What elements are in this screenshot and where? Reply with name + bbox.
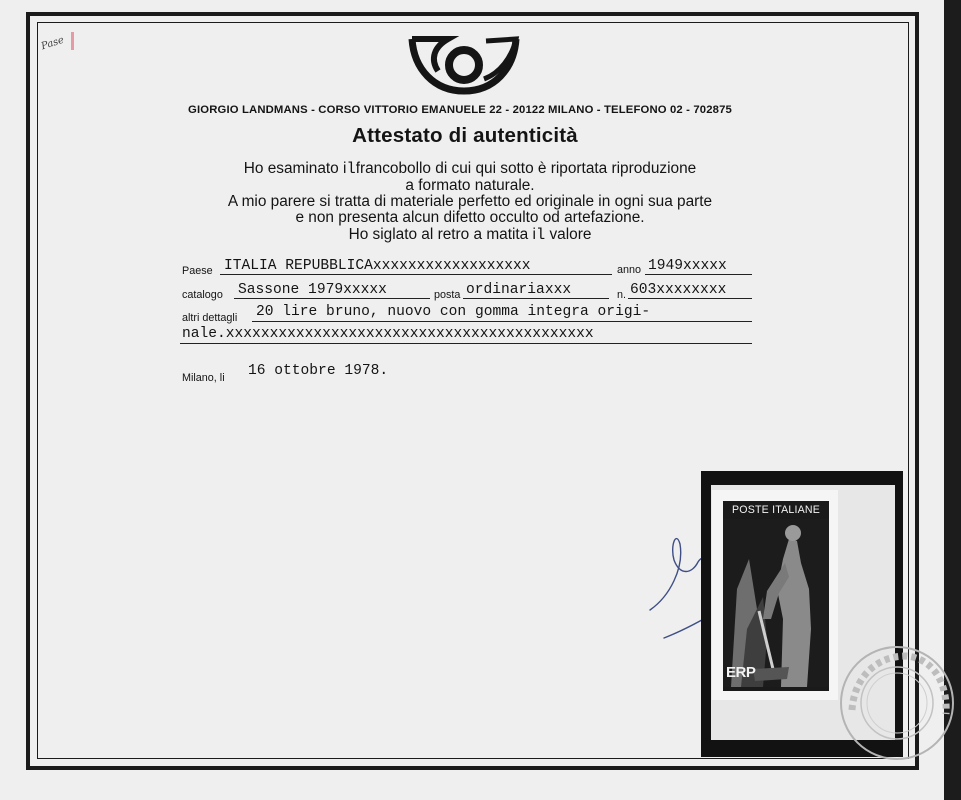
- altri-underline-2: [180, 343, 752, 344]
- altri-dettagli-value-1: 20 lire bruno, nuovo con gomma integra origi-: [256, 304, 651, 320]
- anno-underline: [645, 274, 752, 275]
- posta-underline: [463, 298, 609, 299]
- body-line-3: A mio parere si tratta di materiale perfetto ed originale in ogni sua parte: [227, 193, 713, 210]
- altri-dettagli-label: altri dettagli: [182, 312, 238, 324]
- paese-label: Paese: [182, 265, 213, 277]
- date-label: Milano, li: [182, 372, 225, 384]
- n-underline: [628, 298, 752, 299]
- date-value: 16 ottobre 1978.: [248, 363, 389, 379]
- altri-dettagli-value-2: nale.xxxxxxxxxxxxxxxxxxxxxxxxxxxxxxxxxxxxxxxxxx: [182, 326, 594, 342]
- body-line-2: a formato naturale.: [405, 177, 535, 194]
- stamp-erp: ERP: [726, 664, 756, 681]
- body-line-4: e non presenta alcun difetto occulto od artefazione.: [295, 209, 645, 226]
- landmans-logo-icon: [408, 33, 520, 97]
- posta-label: posta: [434, 289, 461, 301]
- n-value: 603xxxxxxxx: [630, 282, 727, 298]
- certificate-title: Attestato di autenticità: [352, 124, 578, 147]
- corner-note: Pase: [39, 34, 66, 53]
- stamp-worker-figure-icon: [723, 519, 829, 687]
- landmans-seal-icon: [836, 642, 958, 764]
- paese-value: ITALIA REPUBBLICAxxxxxxxxxxxxxxxxxx: [224, 258, 531, 274]
- letterhead: GIORGIO LANDMANS - CORSO VITTORIO EMANUELE 22 - 20122 MILANO - TELEFONO 02 - 702875: [188, 104, 732, 116]
- corner-mark: [71, 32, 74, 50]
- altri-underline-1: [252, 321, 752, 322]
- catalogo-underline: [234, 298, 430, 299]
- body-line-1: Ho esaminato ilfrancobollo di cui qui sotto è riportata riproduzione: [243, 160, 697, 178]
- stamp-header: POSTE ITALIANE: [732, 504, 820, 516]
- anno-value: 1949xxxxx: [648, 258, 727, 274]
- anno-label: anno: [617, 264, 642, 276]
- n-label: n.: [617, 289, 627, 301]
- catalogo-value: Sassone 1979xxxxx: [238, 282, 387, 298]
- paese-underline: [220, 274, 612, 275]
- posta-value: ordinariaxxx: [466, 282, 572, 298]
- catalogo-label: catalogo: [182, 289, 223, 301]
- body-line-5: Ho siglato al retro a matita il valore: [348, 226, 592, 244]
